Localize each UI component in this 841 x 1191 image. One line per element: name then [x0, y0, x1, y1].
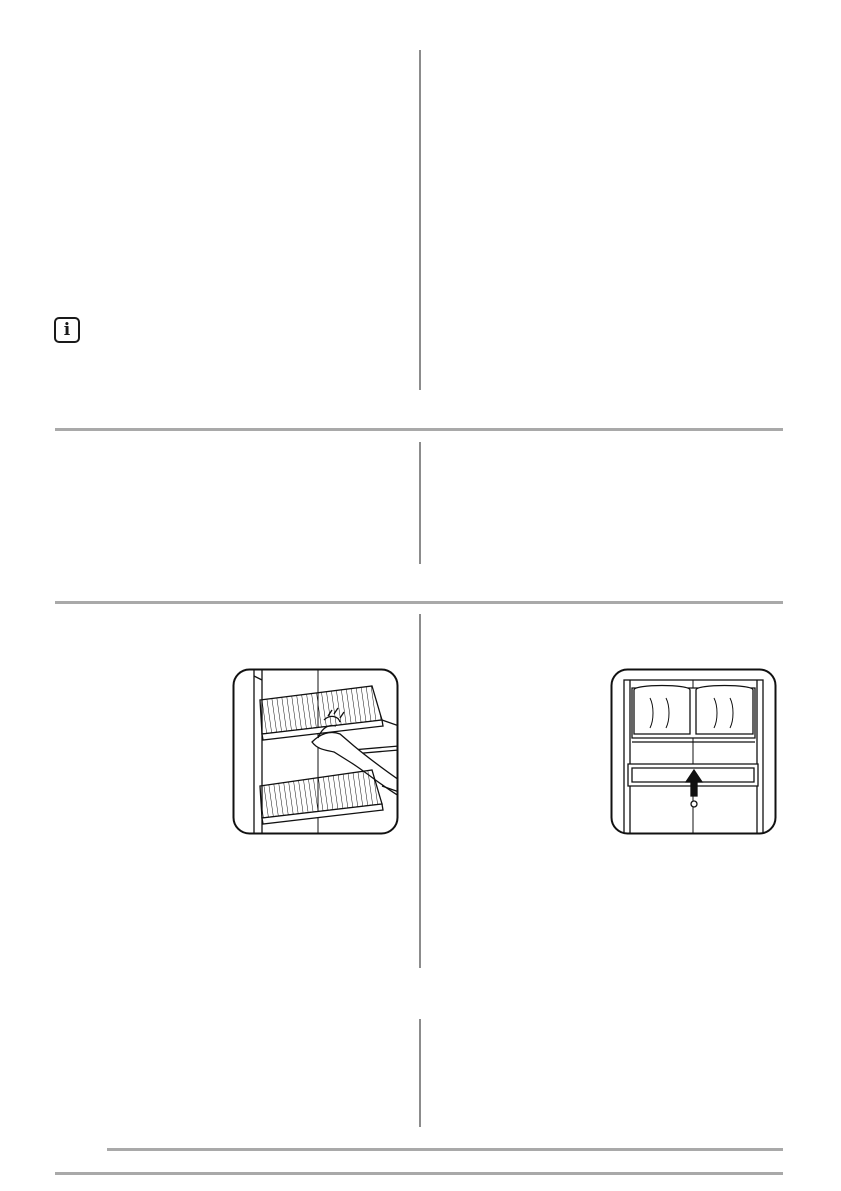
info-icon-glyph: i	[63, 319, 71, 340]
column-separator-1	[419, 50, 421, 390]
section-divider-3	[55, 1172, 783, 1175]
section-divider-1	[55, 428, 783, 431]
shelf-removal-illustration	[232, 668, 399, 835]
info-icon	[54, 317, 80, 343]
column-separator-2	[419, 442, 421, 564]
column-separator-3	[419, 614, 421, 968]
page-footer-rule	[107, 1148, 783, 1151]
section-divider-2	[55, 601, 783, 604]
door-balcony-illustration	[610, 668, 777, 835]
column-separator-4	[419, 1019, 421, 1127]
